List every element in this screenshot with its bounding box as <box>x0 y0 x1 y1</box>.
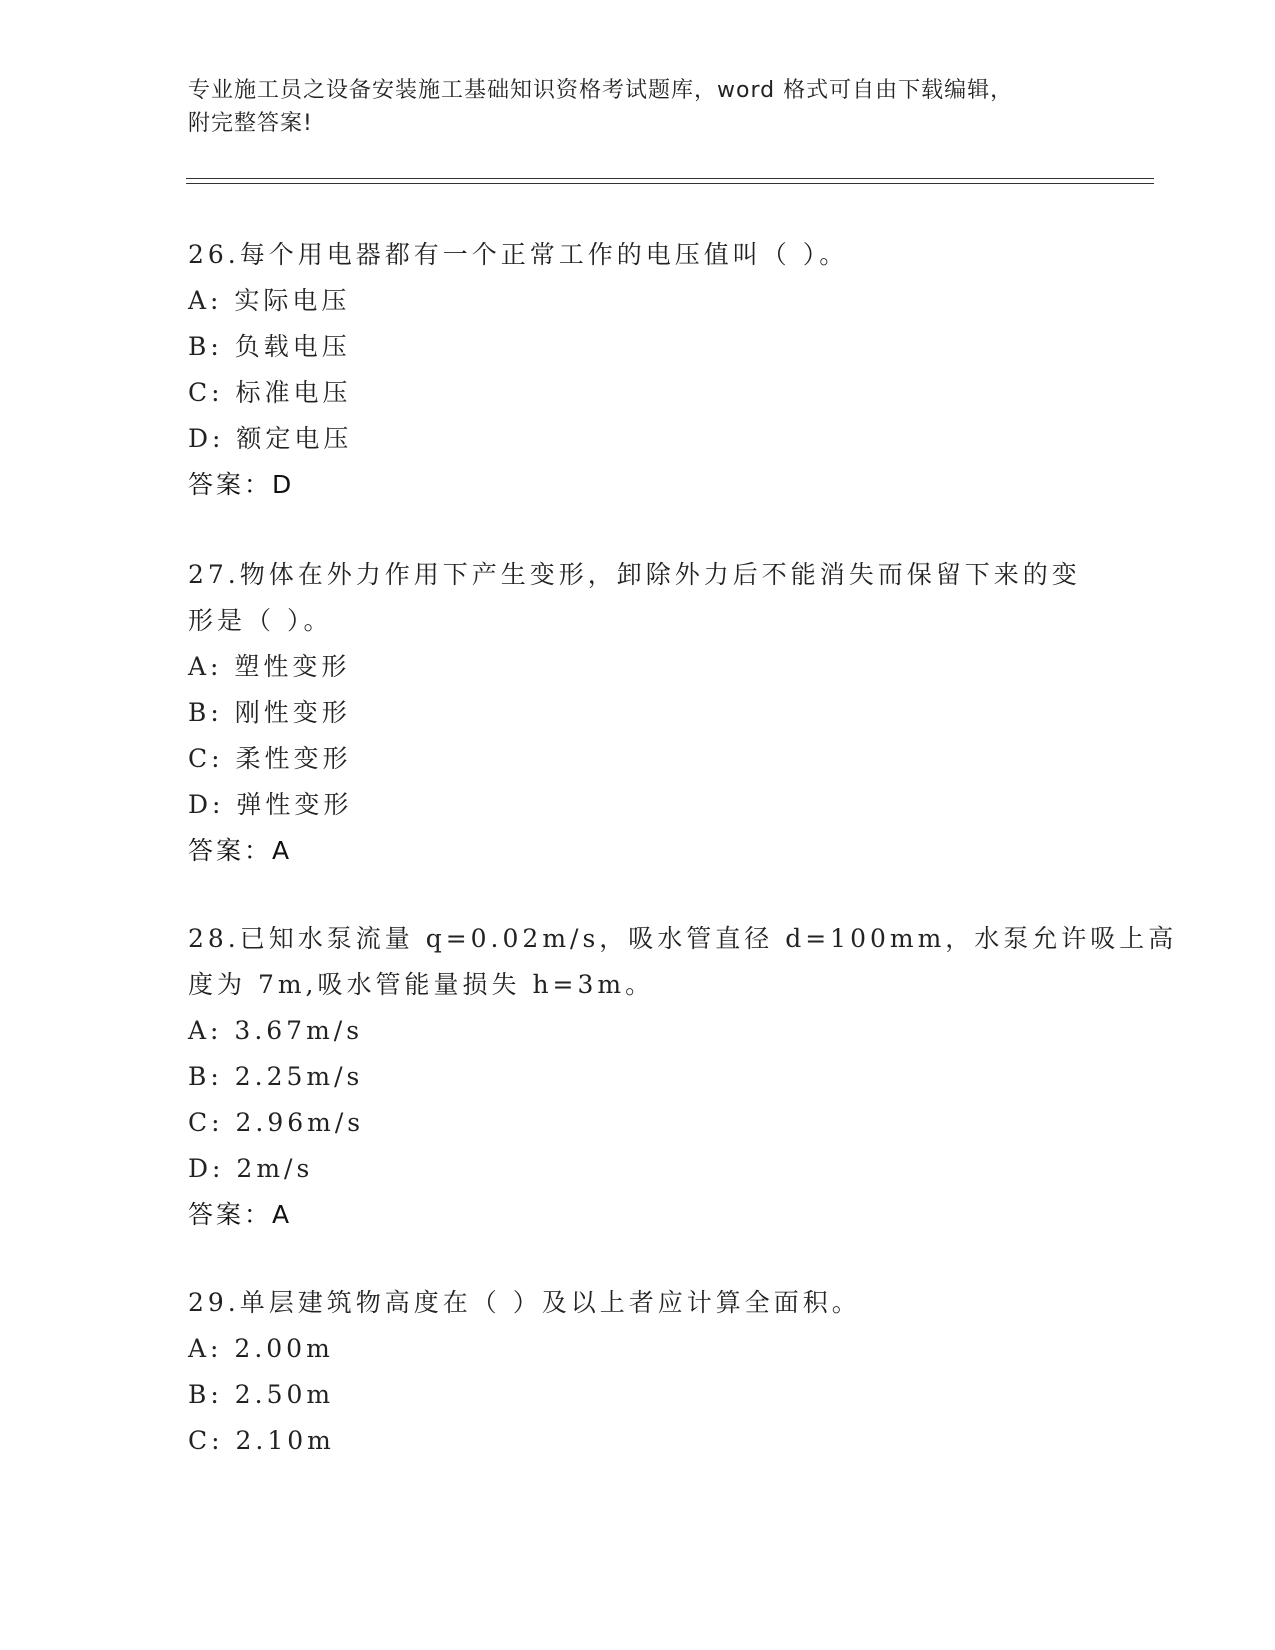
option-c: C: 柔性变形 <box>188 744 352 773</box>
option-d: D: 弹性变形 <box>188 790 353 819</box>
question-28 <box>188 916 1178 1238</box>
option-a: A: 实际电压 <box>188 286 351 315</box>
document-header <box>188 74 1088 140</box>
question-stem: 28.已知水泵流量 q=0.02m/s，吸水管直径 d=100mm，水泵允许吸上高 <box>188 924 1178 953</box>
option-c: C: 2.10m <box>188 1426 335 1455</box>
header-double-rule <box>186 178 1154 184</box>
option-c: C: 标准电压 <box>188 378 352 407</box>
question-stem: 26.每个用电器都有一个正常工作的电压值叫（ ）。 <box>188 240 849 269</box>
question-stem: 29.单层建筑物高度在（ ）及以上者应计算全面积。 <box>188 1288 861 1317</box>
option-b: B: 2.25m/s <box>188 1062 364 1091</box>
option-d: D: 2m/s <box>188 1154 314 1183</box>
answer: 答案：D <box>188 470 295 499</box>
question-26 <box>188 232 1088 508</box>
question-stem-cont: 形是（ ）。 <box>188 606 333 635</box>
option-a: A: 2.00m <box>188 1334 334 1363</box>
option-d: D: 额定电压 <box>188 424 353 453</box>
answer: 答案：A <box>188 1200 293 1229</box>
option-b: B: 刚性变形 <box>188 698 351 727</box>
option-a: A: 塑性变形 <box>188 652 351 681</box>
question-stem: 27.物体在外力作用下产生变形，卸除外力后不能消失而保留下来的变 <box>188 560 1081 589</box>
question-29 <box>188 1280 1088 1464</box>
option-b: B: 2.50m <box>188 1380 335 1409</box>
question-27 <box>188 552 1088 874</box>
header-line-1: 专业施工员之设备安装施工基础知识资格考试题库，word 格式可自由下载编辑， <box>188 78 1014 103</box>
question-stem-cont: 度为 7m,吸水管能量损失 h=3m。 <box>188 970 655 999</box>
option-b: B: 负载电压 <box>188 332 351 361</box>
header-line-2: 附完整答案! <box>188 111 313 136</box>
option-a: A: 3.67m/s <box>188 1016 364 1045</box>
option-c: C: 2.96m/s <box>188 1108 365 1137</box>
answer: 答案：A <box>188 836 293 865</box>
